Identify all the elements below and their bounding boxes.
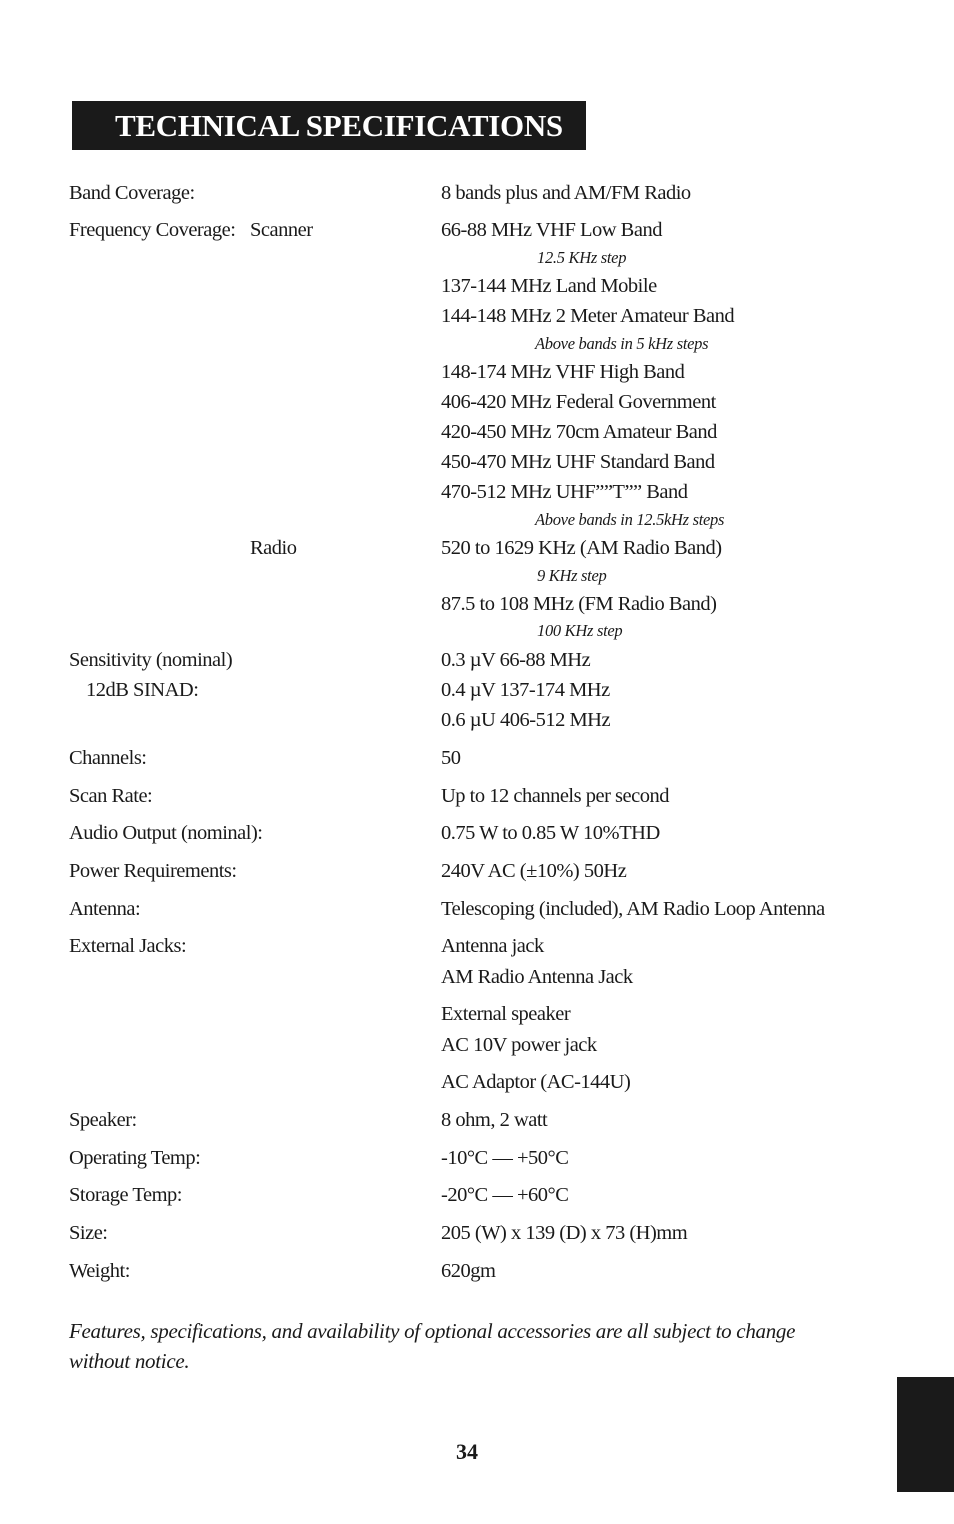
spec-value: Telescoping (included), AM Radio Loop Antenna <box>441 898 825 920</box>
frequency-line: 470-512 MHz UHF””T”” Band <box>441 481 688 503</box>
frequency-line: 137-144 MHz Land Mobile <box>441 275 657 297</box>
spec-value: 205 (W) x 139 (D) x 73 (H)mm <box>441 1222 688 1244</box>
spec-label: Size: <box>69 1222 108 1244</box>
jack-value: AC 10V power jack <box>441 1034 597 1056</box>
step-note: Above bands in 5 kHz steps <box>535 334 709 353</box>
spec-value: -20°C — +60°C <box>441 1184 569 1206</box>
frequency-coverage-label: Frequency Coverage: <box>69 219 236 241</box>
jack-value: External speaker <box>441 1003 571 1025</box>
frequency-line: 66-88 MHz VHF Low Band <box>441 219 662 241</box>
spec-label: Channels: <box>69 747 147 769</box>
spec-label: Audio Output (nominal): <box>69 822 263 844</box>
spec-label: Weight: <box>69 1260 130 1282</box>
frequency-line: 148-174 MHz VHF High Band <box>441 361 685 383</box>
band-coverage-value: 8 bands plus and AM/FM Radio <box>441 182 691 204</box>
sensitivity-value: 0.6 µU 406-512 MHz <box>441 709 611 731</box>
spec-label: Operating Temp: <box>69 1147 201 1169</box>
frequency-line: 450-470 MHz UHF Standard Band <box>441 451 715 473</box>
scanner-label: Scanner <box>250 219 313 241</box>
spec-label: Storage Temp: <box>69 1184 182 1206</box>
frequency-line: 406-420 MHz Federal Government <box>441 391 716 413</box>
step-note: 9 KHz step <box>537 566 607 585</box>
frequency-line: 144-148 MHz 2 Meter Amateur Band <box>441 305 735 327</box>
disclaimer-note: Features, specifications, and availability of optional accessories are all subject to change without notice. <box>69 1319 796 1373</box>
spec-value: 0.75 W to 0.85 W 10%THD <box>441 822 660 844</box>
spec-value: Up to 12 channels per second <box>441 785 669 807</box>
sinad-label: 12dB SINAD: <box>86 679 199 701</box>
spec-value: 8 ohm, 2 watt <box>441 1109 548 1131</box>
jack-value: AM Radio Antenna Jack <box>441 966 633 988</box>
sensitivity-label: Sensitivity (nominal) <box>69 649 233 671</box>
page-title: TECHNICAL SPECIFICATIONS <box>72 101 586 150</box>
band-coverage-label: Band Coverage: <box>69 182 195 204</box>
spec-label: Speaker: <box>69 1109 137 1131</box>
spec-label: Power Requirements: <box>69 860 237 882</box>
spec-value: 50 <box>441 747 461 769</box>
sensitivity-value: 0.3 µV 66-88 MHz <box>441 649 591 671</box>
page-number: 34 <box>456 1439 478 1464</box>
spec-label: Scan Rate: <box>69 785 153 807</box>
frequency-line: 420-450 MHz 70cm Amateur Band <box>441 421 717 443</box>
frequency-line: 520 to 1629 KHz (AM Radio Band) <box>441 537 722 559</box>
step-note: 100 KHz step <box>537 621 623 640</box>
step-note: 12.5 KHz step <box>537 248 627 267</box>
radio-label: Radio <box>250 537 297 559</box>
jacks-label: External Jacks: <box>69 935 187 957</box>
spec-label: Antenna: <box>69 898 141 920</box>
spec-value: 240V AC (±10%) 50Hz <box>441 860 627 882</box>
page-edge-tab <box>897 1377 954 1492</box>
frequency-line: 87.5 to 108 MHz (FM Radio Band) <box>441 593 717 615</box>
jack-value: AC Adaptor (AC-144U) <box>441 1071 631 1093</box>
spec-value: 620gm <box>441 1260 496 1282</box>
jack-value: Antenna jack <box>441 935 544 957</box>
sensitivity-value: 0.4 µV 137-174 MHz <box>441 679 610 701</box>
spec-value: -10°C — +50°C <box>441 1147 569 1169</box>
step-note: Above bands in 12.5kHz steps <box>535 510 725 529</box>
